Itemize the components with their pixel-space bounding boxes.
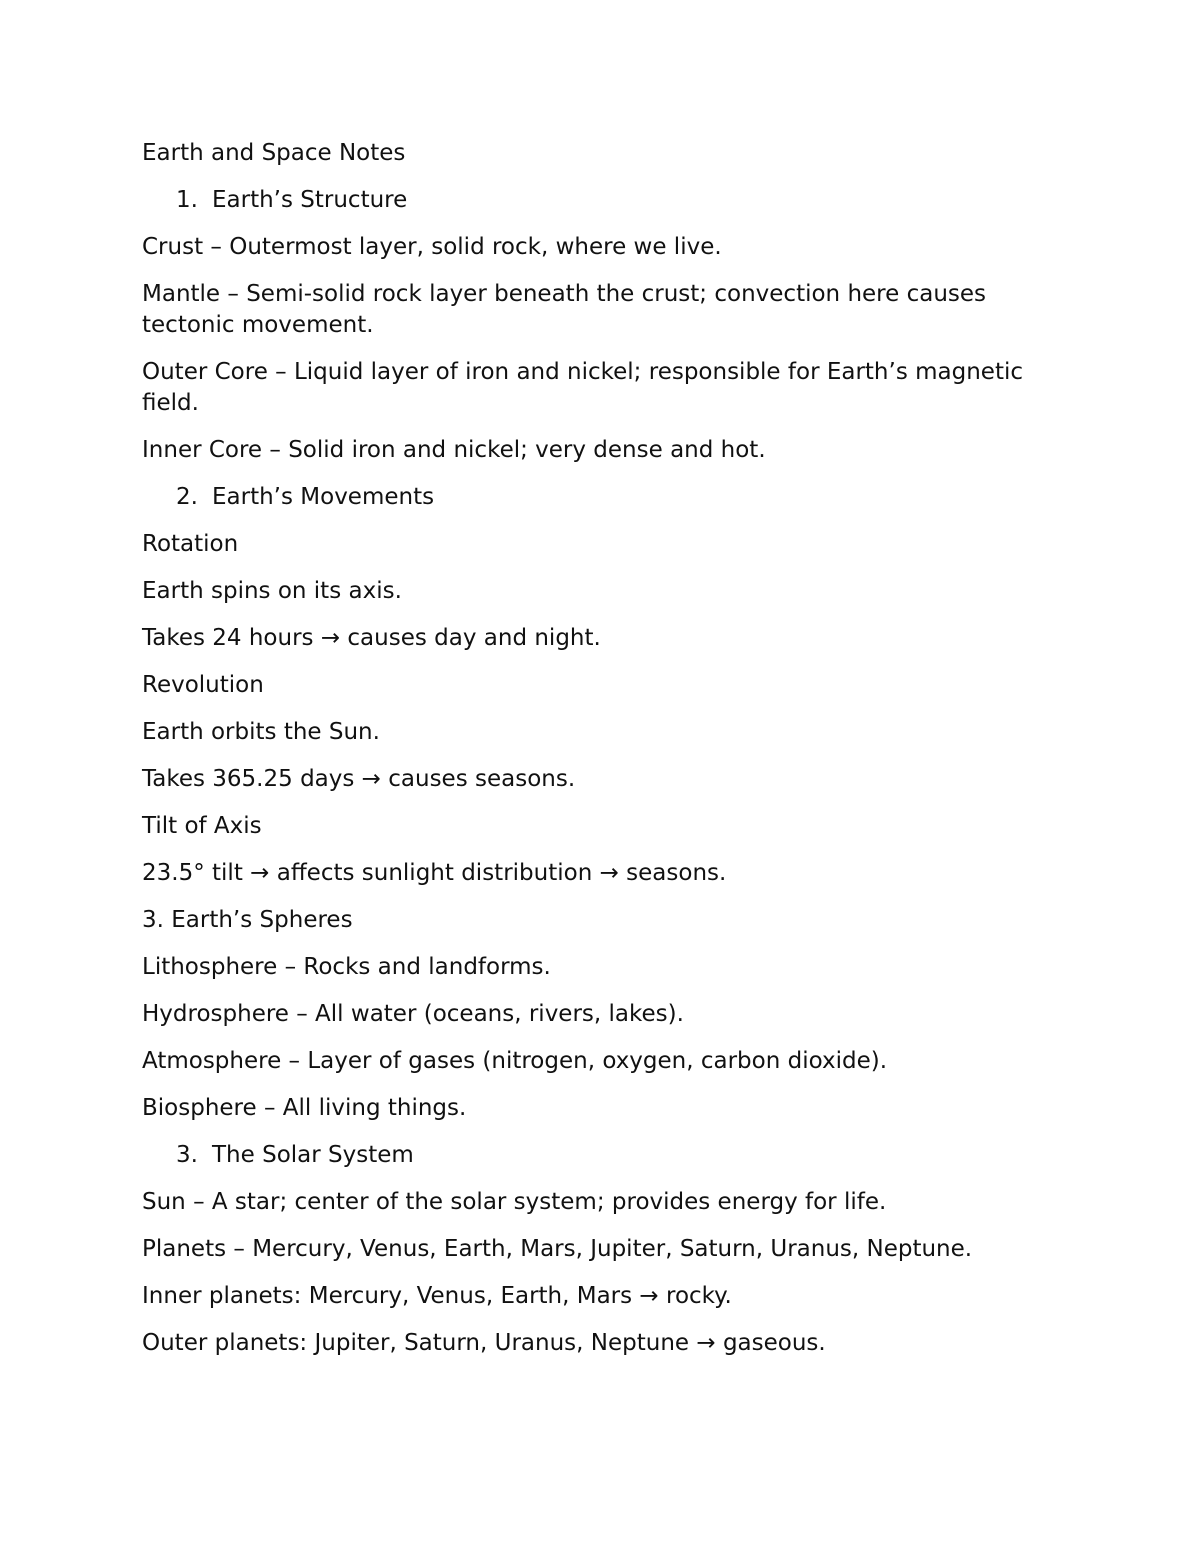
paragraph-crust: Crust – Outermost layer, solid rock, where we live.: [142, 234, 722, 260]
section-heading-movements: [142, 482, 1062, 513]
paragraph-planets: Planets – Mercury, Venus, Earth, Mars, Jupiter, Saturn, Uranus, Neptune.: [142, 1236, 973, 1262]
paragraph-revolution-1: Earth orbits the Sun.: [142, 719, 380, 745]
list-number: 1.: [176, 187, 198, 213]
paragraph-atmosphere: Atmosphere – Layer of gases (nitrogen, oxygen, carbon dioxide).: [142, 1048, 888, 1074]
section-heading-spheres: 3. Earth’s Spheres: [142, 907, 353, 933]
document-body: [142, 138, 1062, 1375]
paragraph-rotation-2: Takes 24 hours → causes day and night.: [142, 625, 601, 651]
list-heading: The Solar System: [212, 1142, 414, 1168]
paragraph-inner-core: Inner Core – Solid iron and nickel; very dense and hot.: [142, 437, 766, 463]
paragraph-revolution: Revolution: [142, 672, 264, 698]
list-number: 3.: [176, 1142, 198, 1168]
paragraph-sun: Sun – A star; center of the solar system; provides energy for life.: [142, 1189, 887, 1215]
paragraph-hydrosphere: Hydrosphere – All water (oceans, rivers, lakes).: [142, 1001, 684, 1027]
paragraph-inner-planets: Inner planets: Mercury, Venus, Earth, Mars → rocky.: [142, 1283, 732, 1309]
paragraph-tilt-1: 23.5° tilt → affects sunlight distribution → seasons.: [142, 860, 727, 886]
paragraph-rotation-1: Earth spins on its axis.: [142, 578, 402, 604]
paragraph-revolution-2: Takes 365.25 days → causes seasons.: [142, 766, 576, 792]
paragraph-biosphere: Biosphere – All living things.: [142, 1095, 467, 1121]
document-title: Earth and Space Notes: [142, 140, 406, 166]
paragraph-outer-core: Outer Core – Liquid layer of iron and nickel; responsible for Earth’s magnetic field.: [142, 359, 1023, 416]
paragraph-outer-planets: Outer planets: Jupiter, Saturn, Uranus, Neptune → gaseous.: [142, 1330, 826, 1356]
list-heading: Earth’s Structure: [212, 187, 408, 213]
paragraph-rotation: Rotation: [142, 531, 239, 557]
section-heading-solar-system: [142, 1140, 1062, 1171]
list-heading: Earth’s Movements: [212, 484, 435, 510]
section-heading-structure: [142, 185, 1062, 216]
list-number: 2.: [176, 484, 198, 510]
paragraph-mantle: Mantle – Semi-solid rock layer beneath the crust; convection here causes tectonic movement.: [142, 281, 987, 338]
paragraph-lithosphere: Lithosphere – Rocks and landforms.: [142, 954, 551, 980]
paragraph-tilt: Tilt of Axis: [142, 813, 262, 839]
